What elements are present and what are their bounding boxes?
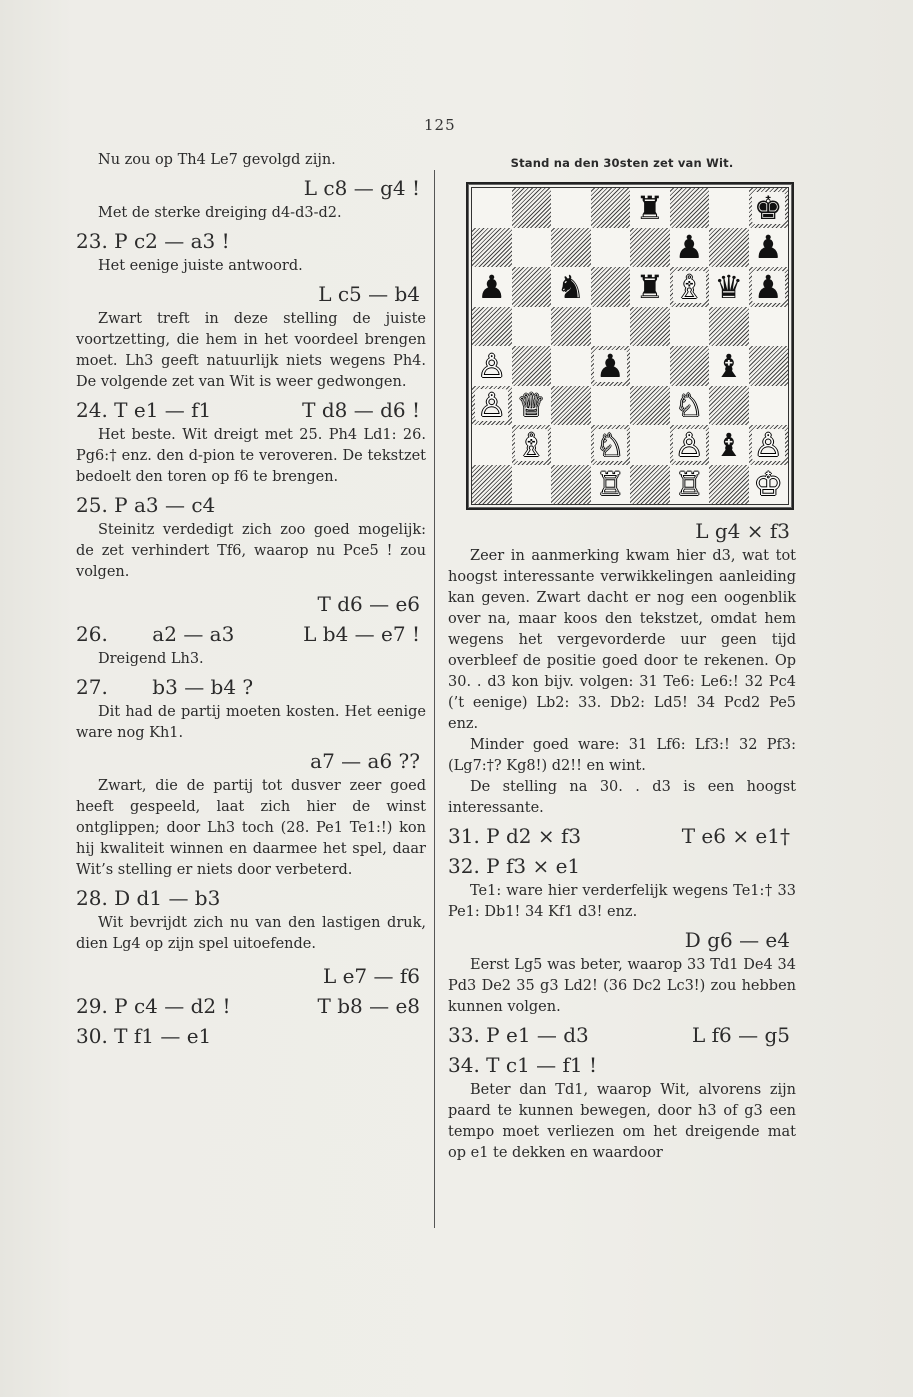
white-move: 34. T c1 — f1 ! xyxy=(448,1053,598,1077)
square-f2 xyxy=(670,425,710,465)
black-rook-icon: ♜ xyxy=(635,188,665,227)
square-a5 xyxy=(472,307,512,347)
white-bishop-icon: ♗ xyxy=(516,425,546,464)
commentary-paragraph: Het beste. Wit dreigt met 25. Ph4 Ld1: 26. Pg6:† enz. den d-pion te veroveren. De tekstzet bedoelt den toren op f6 te brengen. xyxy=(76,427,426,485)
move-line xyxy=(76,748,426,774)
black-move: L b4 — e7 ! xyxy=(303,622,420,646)
move-line xyxy=(76,963,426,989)
commentary-paragraph: Met de sterke dreiging d4-d3-d2. xyxy=(98,205,342,221)
move-line xyxy=(76,621,426,647)
square-e2 xyxy=(630,425,670,465)
black-move: L c5 — b4 xyxy=(318,282,420,306)
left-column xyxy=(76,150,426,1051)
move-line xyxy=(448,1052,796,1078)
square-c1 xyxy=(551,465,591,505)
white-queen-icon: ♕ xyxy=(516,386,546,425)
square-f5 xyxy=(670,307,710,347)
square-b3 xyxy=(512,386,552,426)
move-line xyxy=(448,518,796,544)
square-h2 xyxy=(749,425,789,465)
black-move: T b8 — e8 xyxy=(317,994,420,1018)
square-h3 xyxy=(749,386,789,426)
white-knight-icon: ♘ xyxy=(595,425,625,464)
commentary-paragraph: Steinitz verdedigt zich zoo goed mogelijk: de zet verhindert Tf6, waarop nu Pce5 ! zou volgen. xyxy=(76,522,426,580)
commentary-paragraph: Wit bevrijdt zich nu van den lastigen druk, dien Lg4 op zijn spel uitoefende. xyxy=(76,915,426,952)
move-line xyxy=(448,823,796,849)
white-move: 26. a2 — a3 xyxy=(76,622,235,646)
black-bishop-icon: ♝ xyxy=(714,346,744,385)
chess-board xyxy=(471,187,789,505)
black-king-icon: ♚ xyxy=(753,188,783,227)
black-move: a7 — a6 ?? xyxy=(310,749,420,773)
move-line xyxy=(76,397,426,423)
black-move: T d8 — d6 ! xyxy=(302,398,420,422)
move-line xyxy=(76,993,426,1019)
white-move: 28. D d1 — b3 xyxy=(76,886,221,910)
commentary-paragraph: Het eenige juiste antwoord. xyxy=(98,258,303,274)
square-c3 xyxy=(551,386,591,426)
square-a6 xyxy=(472,267,512,307)
square-c8 xyxy=(551,188,591,228)
white-move: 32. P f3 × e1 xyxy=(448,854,581,878)
white-pawn-icon: ♙ xyxy=(477,386,507,425)
square-c7 xyxy=(551,228,591,268)
black-pawn-icon: ♟ xyxy=(753,228,783,267)
square-h8 xyxy=(749,188,789,228)
square-g5 xyxy=(709,307,749,347)
square-b1 xyxy=(512,465,552,505)
chess-diagram xyxy=(466,182,794,510)
square-g7 xyxy=(709,228,749,268)
white-bishop-icon: ♗ xyxy=(674,267,704,306)
square-e8 xyxy=(630,188,670,228)
square-d5 xyxy=(591,307,631,347)
commentary-paragraph: Minder goed ware: 31 Lf6: Lf3:! 32 Pf3: (Lg7:†? Kg8!) d2!! en wint. xyxy=(448,737,796,774)
white-pawn-icon: ♙ xyxy=(753,425,783,464)
square-h1 xyxy=(749,465,789,505)
commentary-paragraph: Zwart treft in deze stelling de juiste voortzetting, die hem in het voordeel brengen moet. Lh3 geeft natuurlijk niets wegens Ph4. De volgende zet van Wit is weer gedwongen. xyxy=(76,311,426,390)
square-b6 xyxy=(512,267,552,307)
square-d7 xyxy=(591,228,631,268)
square-c4 xyxy=(551,346,591,386)
diagram-title: Stand na den 30sten zet van Wit. xyxy=(510,156,734,170)
square-f7 xyxy=(670,228,710,268)
square-f1 xyxy=(670,465,710,505)
square-h4 xyxy=(749,346,789,386)
move-line xyxy=(76,228,426,254)
black-bishop-icon: ♝ xyxy=(714,425,744,464)
move-line xyxy=(448,1022,796,1048)
black-move: D g6 — e4 xyxy=(684,928,790,952)
move-line xyxy=(76,674,426,700)
square-e4 xyxy=(630,346,670,386)
white-move: 24. T e1 — f1 xyxy=(76,398,212,422)
square-e5 xyxy=(630,307,670,347)
square-b8 xyxy=(512,188,552,228)
black-move: L g4 × f3 xyxy=(695,519,790,543)
square-c2 xyxy=(551,425,591,465)
square-h7 xyxy=(749,228,789,268)
move-line xyxy=(76,885,426,911)
commentary-paragraph: De stelling na 30. . d3 is een hoogst interessante. xyxy=(448,779,796,816)
white-rook-icon: ♖ xyxy=(674,465,704,504)
square-a2 xyxy=(472,425,512,465)
white-move: 23. P c2 — a3 ! xyxy=(76,229,230,253)
square-d4 xyxy=(591,346,631,386)
white-pawn-icon: ♙ xyxy=(477,346,507,385)
black-move: T d6 — e6 xyxy=(317,592,420,616)
square-h5 xyxy=(749,307,789,347)
square-a4 xyxy=(472,346,512,386)
square-g2 xyxy=(709,425,749,465)
square-b5 xyxy=(512,307,552,347)
square-d2 xyxy=(591,425,631,465)
square-h6 xyxy=(749,267,789,307)
black-pawn-icon: ♟ xyxy=(674,228,704,267)
square-a3 xyxy=(472,386,512,426)
move-line xyxy=(76,281,426,307)
commentary-paragraph: Dit had de partij moeten kosten. Het eenige ware nog Kh1. xyxy=(76,704,426,741)
square-d8 xyxy=(591,188,631,228)
commentary-paragraph: Dreigend Lh3. xyxy=(98,651,204,667)
square-d6 xyxy=(591,267,631,307)
black-move: T e6 × e1† xyxy=(681,824,790,848)
square-e1 xyxy=(630,465,670,505)
square-a1 xyxy=(472,465,512,505)
square-f4 xyxy=(670,346,710,386)
square-e6 xyxy=(630,267,670,307)
white-knight-icon: ♘ xyxy=(674,386,704,425)
commentary-paragraph: Beter dan Td1, waarop Wit, alvorens zijn paard te kunnen bewegen, door h3 of g3 een tempo moet verliezen om het dreigende mat op e1 te dekken en waardoor xyxy=(448,1082,796,1161)
black-pawn-icon: ♟ xyxy=(753,267,783,306)
commentary-paragraph: Eerst Lg5 was beter, waarop 33 Td1 De4 34 Pd3 De2 35 g3 Ld2! (36 Dc2 Lc3!) zou hebben kunnen volgen. xyxy=(448,957,796,1015)
square-e3 xyxy=(630,386,670,426)
square-g1 xyxy=(709,465,749,505)
black-pawn-icon: ♟ xyxy=(477,267,507,306)
move-line xyxy=(76,1023,426,1049)
white-move: 27. b3 — b4 ? xyxy=(76,675,254,699)
white-rook-icon: ♖ xyxy=(595,465,625,504)
black-knight-icon: ♞ xyxy=(556,267,586,306)
square-f8 xyxy=(670,188,710,228)
black-move: L c8 — g4 ! xyxy=(303,176,420,200)
black-queen-icon: ♛ xyxy=(714,267,744,306)
square-b4 xyxy=(512,346,552,386)
white-move: 30. T f1 — e1 xyxy=(76,1024,212,1048)
square-b2 xyxy=(512,425,552,465)
commentary-paragraph: Te1: ware hier verderfelijk wegens Te1:† 33 Pe1: Db1! 34 Kf1 d3! enz. xyxy=(448,883,796,920)
square-g3 xyxy=(709,386,749,426)
black-move: L e7 — f6 xyxy=(322,964,420,988)
square-c5 xyxy=(551,307,591,347)
square-a8 xyxy=(472,188,512,228)
black-pawn-icon: ♟ xyxy=(595,346,625,385)
white-king-icon: ♔ xyxy=(753,465,783,504)
move-line xyxy=(448,853,796,879)
white-move: 31. P d2 × f3 xyxy=(448,824,582,848)
square-a7 xyxy=(472,228,512,268)
move-line xyxy=(76,591,426,617)
black-rook-icon: ♜ xyxy=(635,267,665,306)
square-d3 xyxy=(591,386,631,426)
white-move: 25. P a3 — c4 xyxy=(76,493,216,517)
square-g6 xyxy=(709,267,749,307)
square-f3 xyxy=(670,386,710,426)
square-d1 xyxy=(591,465,631,505)
black-move: L f6 — g5 xyxy=(691,1023,790,1047)
move-line xyxy=(76,175,426,201)
square-g4 xyxy=(709,346,749,386)
move-line xyxy=(76,492,426,518)
column-divider xyxy=(434,170,435,1228)
white-move: 29. P c4 — d2 ! xyxy=(76,994,231,1018)
square-e7 xyxy=(630,228,670,268)
page-number: 125 xyxy=(424,116,456,134)
right-column xyxy=(448,153,796,1164)
white-move: 33. P e1 — d3 xyxy=(448,1023,589,1047)
square-g8 xyxy=(709,188,749,228)
commentary-paragraph: Zwart, die de partij tot dusver zeer goed heeft gespeeld, laat zich hier de winst ontglippen; door Lh3 toch (28. Pe1 Te1:!) kon hij kwaliteit winnen en daarmee het spel, daar Wit’s stelling er niets door verbeterd. xyxy=(76,778,426,878)
square-f6 xyxy=(670,267,710,307)
move-line xyxy=(448,927,796,953)
commentary-paragraph: Zeer in aanmerking kwam hier d3, wat tot hoogst interessante verwikkelingen aanleiding kan geven. Zwart dacht er nog een oogenblik over na, maar koos den tekstzet, omdat hem wegens het vergevorderde uur geen tijd overbleef de positie goed door te rekenen. Op 30. . d3 kon bijv. volgen: 31 Te6: Le6:! 32 Pc4 (’t eenige) Lb2: 33. Db2: Ld5! 34 Pcd2 Pe5 enz. xyxy=(448,548,796,732)
white-pawn-icon: ♙ xyxy=(674,425,704,464)
square-c6 xyxy=(551,267,591,307)
square-b7 xyxy=(512,228,552,268)
commentary-paragraph: Nu zou op Th4 Le7 gevolgd zijn. xyxy=(98,152,336,168)
